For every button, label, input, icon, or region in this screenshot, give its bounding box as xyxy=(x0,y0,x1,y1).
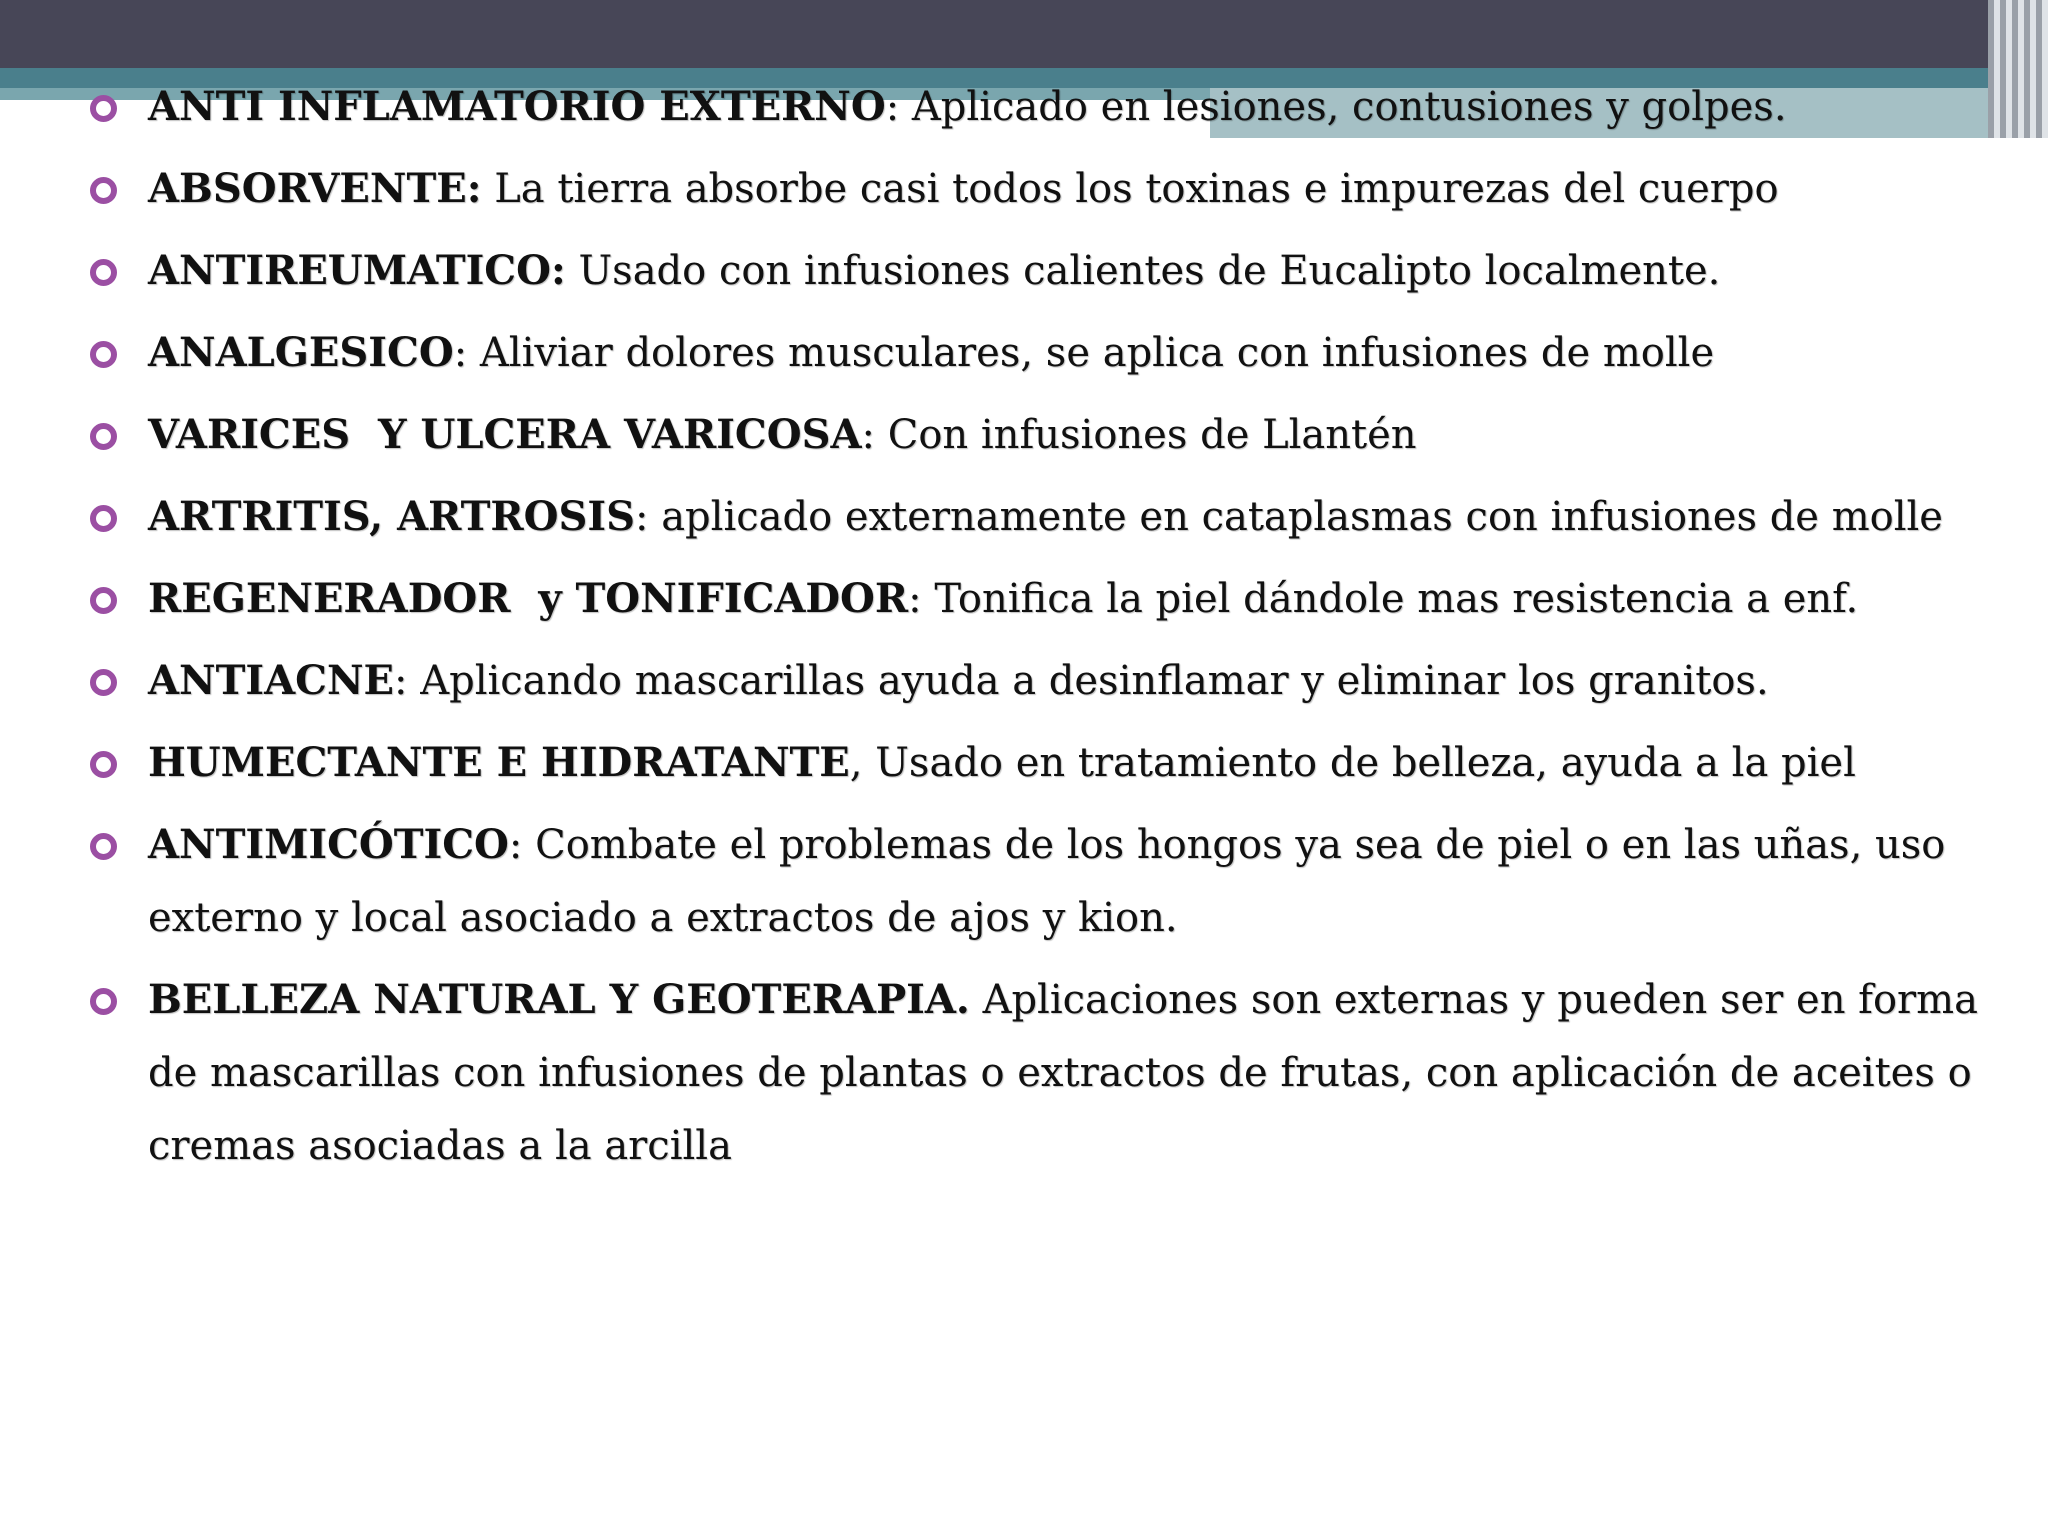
bullet-circle-icon xyxy=(90,669,117,696)
item-description: Usado con infusiones calientes de Eucalipto localmente. xyxy=(578,248,1721,294)
item-description: Tonifica la piel dándole mas resistencia a enf. xyxy=(934,576,1859,622)
item-description: La tierra absorbe casi todos los toxinas e impurezas del cuerpo xyxy=(494,166,1779,212)
item-term: ARTRITIS, ARTROSIS xyxy=(148,493,635,540)
item-description: Combate el problemas de los hongos ya sea de piel o en las uñas, uso externo y local asociado a extractos de ajos y kion. xyxy=(148,822,1946,941)
list-item xyxy=(90,316,1990,390)
item-description: Aplicado en lesiones, contusiones y golpes. xyxy=(911,84,1787,130)
item-term: ANTI INFLAMATORIO EXTERNO xyxy=(148,83,886,130)
list-item xyxy=(90,152,1990,226)
item-description: aplicado externamente en cataplasmas con infusiones de molle xyxy=(661,494,1943,540)
list-item xyxy=(90,963,1990,1183)
bullet-circle-icon xyxy=(90,505,117,532)
bullet-circle-icon xyxy=(90,95,117,122)
item-separator: : xyxy=(508,822,536,868)
item-term: VARICES Y ULCERA VARICOSA xyxy=(148,411,862,458)
bullet-circle-icon xyxy=(90,988,117,1015)
list-item xyxy=(90,562,1990,636)
item-term: ANTIACNE xyxy=(148,657,394,704)
item-term: BELLEZA NATURAL Y GEOTERAPIA. xyxy=(148,976,970,1023)
slide-header-bar xyxy=(0,0,2048,68)
item-description: Aplicando mascarillas ayuda a desinflamar y eliminar los granitos. xyxy=(420,658,1769,704)
bullet-list xyxy=(90,70,1990,1191)
list-item xyxy=(90,808,1990,955)
bullet-circle-icon xyxy=(90,587,117,614)
item-separator: , xyxy=(849,740,876,786)
list-item xyxy=(90,234,1990,308)
item-term: HUMECTANTE E HIDRATANTE xyxy=(148,739,850,786)
item-separator: : xyxy=(635,494,662,540)
item-description: Con infusiones de Llantén xyxy=(887,412,1417,458)
item-separator xyxy=(482,166,495,212)
item-term: ANALGESICO xyxy=(148,329,454,376)
list-item xyxy=(90,398,1990,472)
item-term: ABSORVENTE: xyxy=(148,165,482,212)
item-term: REGENERADOR y TONIFICADOR xyxy=(148,575,909,622)
item-description: Usado en tratamiento de belleza, ayuda a la piel xyxy=(875,740,1856,786)
item-separator xyxy=(970,977,983,1023)
item-separator xyxy=(566,248,579,294)
slide-decorative-stripes xyxy=(1988,0,2048,138)
list-item xyxy=(90,70,1990,144)
item-separator: : xyxy=(908,576,935,622)
item-description: Aliviar dolores musculares, se aplica con infusiones de molle xyxy=(479,330,1715,376)
item-separator: : xyxy=(885,84,912,130)
bullet-circle-icon xyxy=(90,751,117,778)
bullet-circle-icon xyxy=(90,177,117,204)
bullet-circle-icon xyxy=(90,833,117,860)
list-item xyxy=(90,726,1990,800)
bullet-circle-icon xyxy=(90,259,117,286)
item-term: ANTIREUMATICO: xyxy=(148,247,566,294)
list-item xyxy=(90,644,1990,718)
list-item xyxy=(90,480,1990,554)
item-separator: : xyxy=(453,330,480,376)
item-description: Aplicaciones son externas y pueden ser en forma de mascarillas con infusiones de plantas o extractos de frutas, con aplicación de aceites o cremas asociadas a la arcilla xyxy=(148,977,1978,1169)
bullet-circle-icon xyxy=(90,423,117,450)
bullet-circle-icon xyxy=(90,341,117,368)
item-separator: : xyxy=(861,412,888,458)
item-separator: : xyxy=(394,658,421,704)
item-term: ANTIMICÓTICO xyxy=(148,821,509,868)
